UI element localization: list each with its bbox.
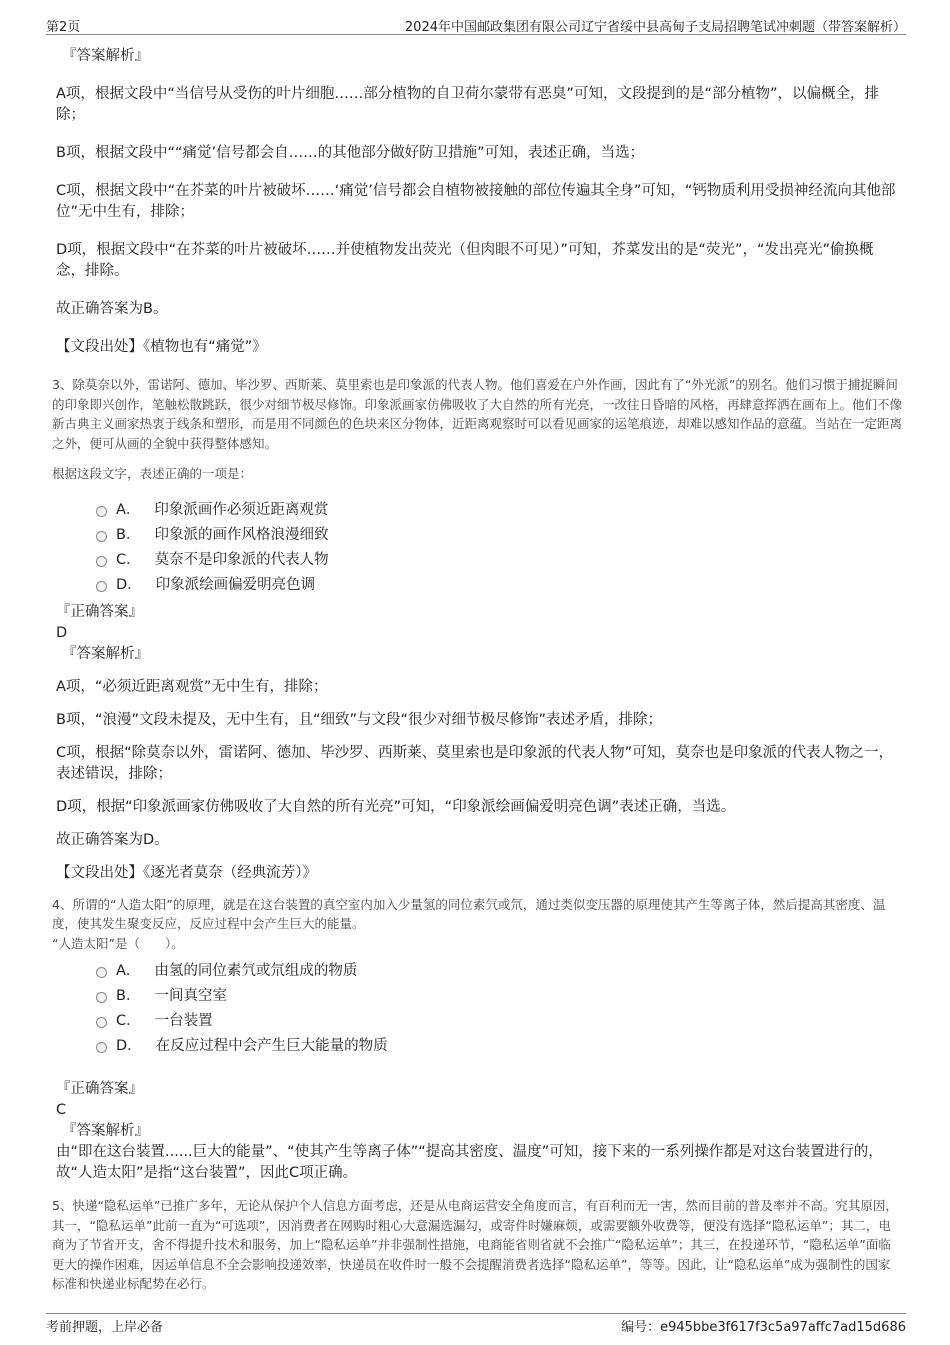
q4-prompt: “人造太阳”是（ ）。 bbox=[52, 935, 184, 951]
q4-analysis: 由“即在这台装置......巨大的能量”、“使其产生等离子体”“提高其密度、温度”可知，接下来的一系列操作都是对这台装置进行的，故“人造太阳”是指“这台装置”，因此C项正确。 bbox=[56, 1144, 883, 1181]
q2-conclusion: 故正确答案为B。 bbox=[56, 301, 168, 317]
q3-stem: 3、除莫奈以外，雷诺阿、德加、毕沙罗、西斯莱、莫里索也是印象派的代表人物。他们喜爱在户外作画，因此有了“外光派”的别名。他们习惯于捕捉瞬间的印象即兴创作，笔触松散跳跃，很少对细节极尽修饰。印象派画家仿佛吸收了大自然的所有光亮，一改往日昏暗的风格，再肆意挥洒在画布上。他们不像新古典主义画家热衷于线条和塑形，而是用不同颜色的色块来区分物体，近距离观察时可以看见画家的运笔痕迹，却难以感知作品的意蕴。当站在一定距离之外，便可从画的全貌中获得整体感知。 bbox=[52, 377, 903, 451]
q2-analysis-a: A项，根据文段中“当信号从受伤的叶片细胞……部分植物的自卫荷尔蒙带有恶臭”可知，文段提到的是“部分植物”，以偏概全，排除； bbox=[56, 86, 879, 123]
q4-answer-label: 『正确答案』 bbox=[56, 1081, 143, 1097]
document-id: 编号：e945bbe3f617f3c5a97affc7ad15d686 bbox=[621, 1320, 906, 1335]
q3-option-a[interactable]: A． 印象派画作必须近距离观赏 bbox=[96, 498, 902, 523]
q3-answer: D bbox=[56, 624, 68, 641]
radio-button[interactable] bbox=[96, 581, 107, 592]
document-title: 2024年中国邮政集团有限公司辽宁省绥中县高甸子支局招聘笔试冲刺题（带答案解析） bbox=[404, 20, 906, 35]
q3-source: 【文段出处】《逐光者莫奈（经典流芳）》 bbox=[56, 864, 317, 881]
q3-option-d[interactable]: D． 印象派绘画偏爱明亮色调 bbox=[96, 573, 902, 598]
q2-analysis-b: B项，根据文段中““痛觉’信号都会自……的其他部分做好防卫措施”可知，表述正确，当选； bbox=[56, 145, 645, 161]
main-content bbox=[52, 46, 903, 1294]
q3-analysis-d: D项，根据“印象派画家仿佛吸收了大自然的所有光亮”可知，“印象派绘画偏爱明亮色调”表述正确，当选。 bbox=[56, 798, 736, 815]
q3-analysis-a: A项，“必须近距离观赏”无中生有，排除； bbox=[56, 678, 328, 695]
q2-analysis-c: C项，根据文段中“在芥菜的叶片被破坏……‘痛觉’信号都会自植物被接触的部位传遍其全身”可知，“钙物质利用受损神经流向其他部位”无中生有，排除； bbox=[56, 183, 896, 220]
q3-analysis-b: B项，“浪漫”文段未提及，无中生有，且“细致”与文段“很少对细节极尽修饰”表述矛盾，排除； bbox=[56, 711, 663, 728]
q3-option-b[interactable]: B． 印象派的画作风格浪漫细致 bbox=[96, 523, 902, 548]
q3-option-c[interactable]: C． 莫奈不是印象派的代表人物 bbox=[96, 548, 902, 573]
q4-options bbox=[96, 959, 902, 1059]
q3-prompt: 根据这段文字，表述正确的一项是： bbox=[52, 466, 253, 481]
radio-button[interactable] bbox=[96, 1042, 107, 1053]
radio-button[interactable] bbox=[96, 556, 107, 567]
q4-analysis-label: 『答案解析』 bbox=[62, 1123, 149, 1139]
page-header bbox=[46, 16, 906, 35]
radio-button[interactable] bbox=[96, 506, 107, 517]
q3-conclusion: 故正确答案为D。 bbox=[56, 831, 169, 848]
radio-button[interactable] bbox=[96, 531, 107, 542]
q4-answer: C bbox=[56, 1102, 67, 1118]
q3-options bbox=[96, 498, 902, 598]
q3-analysis-label: 『答案解析』 bbox=[62, 645, 149, 662]
q4-stem: 4、所谓的“人造太阳”的原理，就是在这台装置的真空室内加入少量氢的同位素氕或氘，通过类似变压器的原理使其产生等离子体，然后提高其密度、温度，使其发生聚变反应，反应过程中会产生巨大的能量。 bbox=[52, 896, 886, 931]
radio-button[interactable] bbox=[96, 1017, 107, 1028]
radio-button[interactable] bbox=[96, 992, 107, 1003]
q5-stem: 5、快递“隐私运单”已推广多年，无论从保护个人信息方面考虑，还是从电商运营安全角度而言，有百利而无一害，然而目前的普及率并不高。究其原因，其一，“隐私运单”此前一直为“可选项”，因消费者在网购时粗心大意漏选漏勾，或寄件时嫌麻烦，或需要额外收费等，便没有选择“隐私运单”；其二，电商为了节省开支，舍不得提升技术和服务，加上“隐私运单”并非强制性措施，电商能省则省就不会推广“隐私运单”；其三，在投递环节，“隐私运单”面临更大的操作困难，因运单信息不全会影响投递效率，快递员在收件时一般不会提醒消费者选择“隐私运单”，等等。因此，让“隐私运单”成为强制性的国家标准和快递业标配势在必行。 bbox=[52, 1198, 898, 1291]
q4-option-a[interactable]: A． 由氢的同位素氕或氘组成的物质 bbox=[96, 959, 902, 984]
page-number: 第2页 bbox=[46, 20, 81, 35]
q4-option-c[interactable]: C． 一台装置 bbox=[96, 1009, 902, 1034]
q3-analysis-c: C项，根据“除莫奈以外，雷诺阿、德加、毕沙罗、西斯莱、莫里索也是印象派的代表人物”可知，莫奈也是印象派的代表人物之一，表述错误，排除； bbox=[56, 744, 894, 782]
footer-slogan: 考前押题，上岸必备 bbox=[46, 1320, 164, 1335]
radio-button[interactable] bbox=[96, 967, 107, 978]
page-footer bbox=[46, 1313, 906, 1334]
q2-analysis-d: D项，根据文段中“在芥菜的叶片被破坏……并使植物发出荧光（但肉眼不可见）”可知，芥菜发出的是“荧光”，“发出亮光”偷换概念，排除。 bbox=[56, 242, 874, 279]
q3-answer-label: 『正确答案』 bbox=[56, 603, 143, 620]
q2-source: 【文段出处】《植物也有“痛觉”》 bbox=[56, 339, 267, 355]
q2-analysis-label: 『答案解析』 bbox=[62, 48, 149, 64]
q4-option-d[interactable]: D． 在反应过程中会产生巨大能量的物质 bbox=[96, 1034, 902, 1059]
q4-option-b[interactable]: B． 一间真空室 bbox=[96, 984, 902, 1009]
